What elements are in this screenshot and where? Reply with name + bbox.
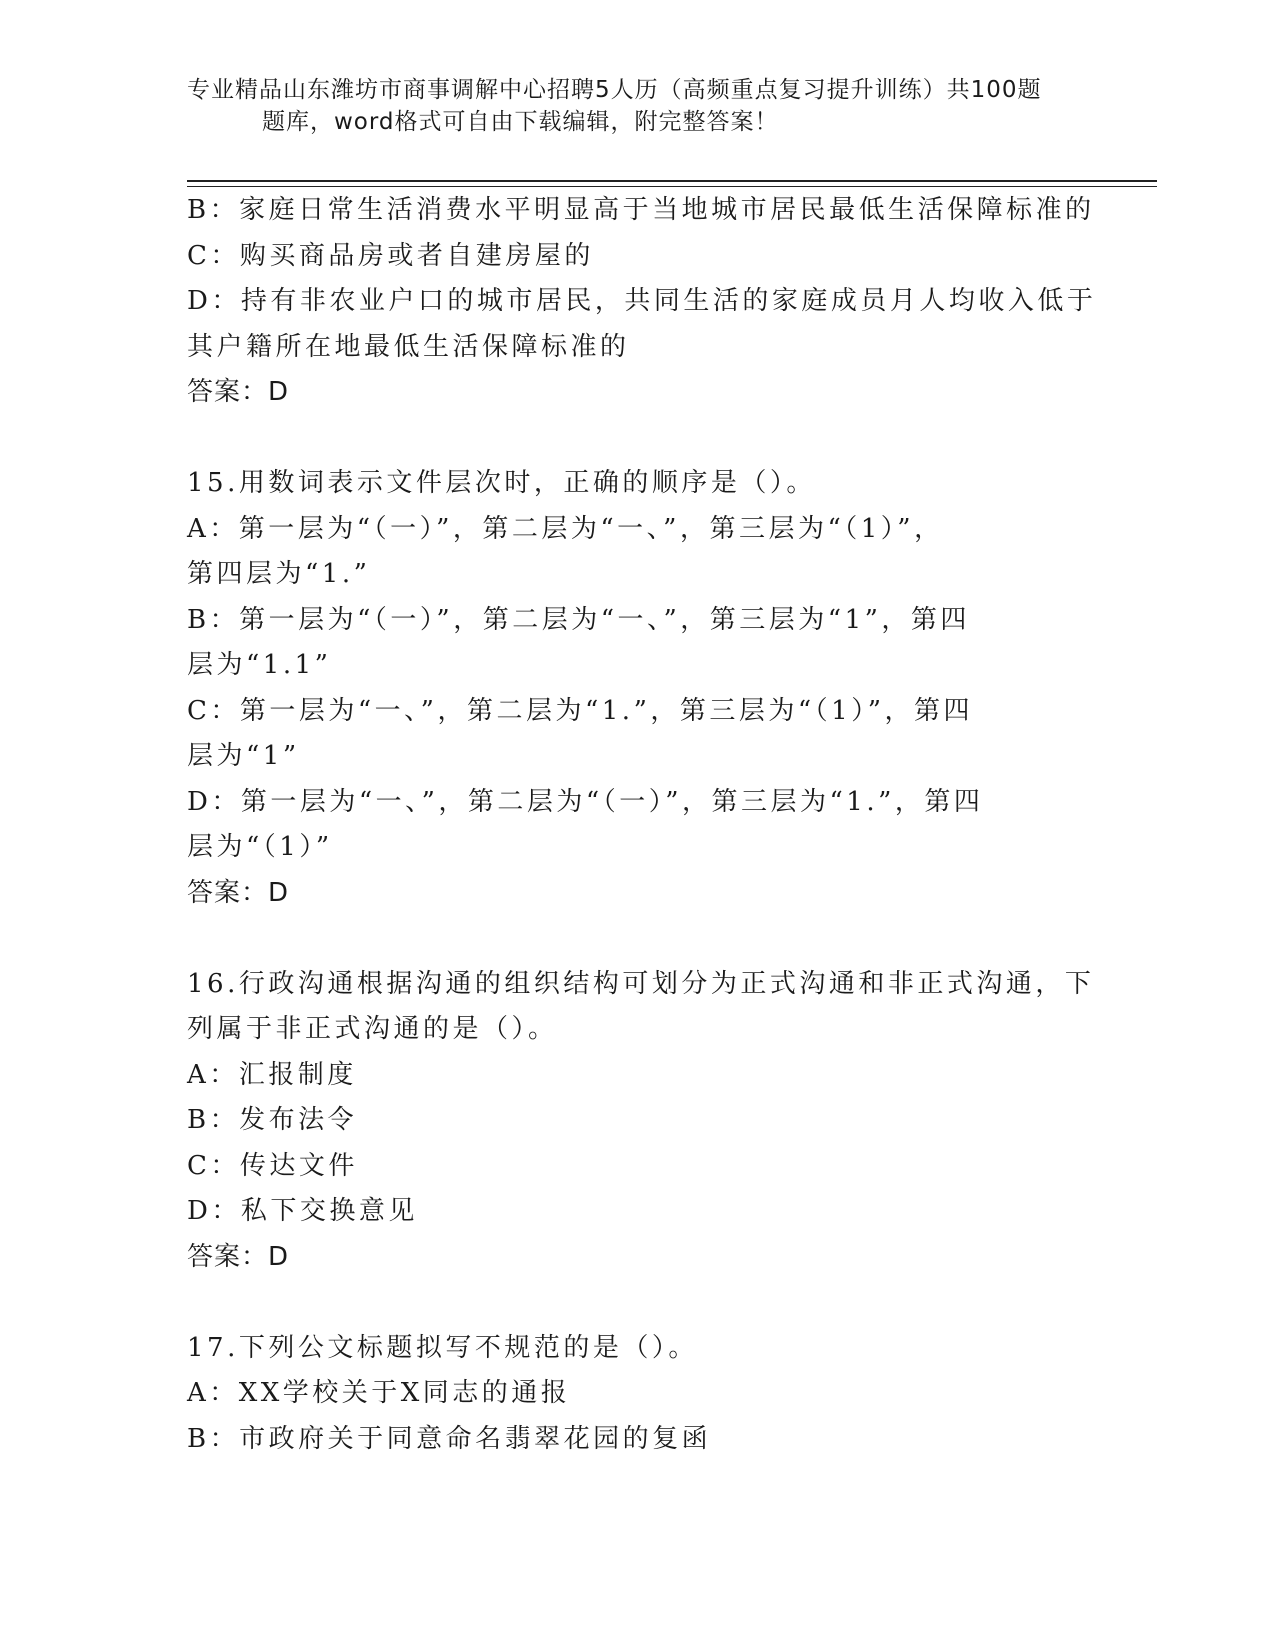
option-c-line2: 层为“1” <box>187 741 300 771</box>
document-header <box>187 74 1087 138</box>
option-b: B：发布法令 <box>187 1105 358 1135</box>
option-b-line2: 层为“1.1” <box>187 650 332 680</box>
header-divider-thick <box>187 180 1157 182</box>
option-a-line1: A：第一层为“（一）”，第二层为“一、”，第三层为“（1）”， <box>187 513 944 544</box>
header-title-line1: 专业精品山东潍坊市商事调解中心招聘5人历（高频重点复习提升训练）共100题 <box>187 77 1042 103</box>
option-c-line1: C：第一层为“一、”，第二层为“1.”，第三层为“（1）”，第四 <box>187 695 973 726</box>
question-stem: 15.用数词表示文件层次时，正确的顺序是（）。 <box>187 468 816 498</box>
option-d-line1: D：第一层为“一、”，第二层为“（一）”，第三层为“1.”，第四 <box>187 786 984 817</box>
previous-question-block <box>187 188 1097 416</box>
option-a: A：XX学校关于X同志的通报 <box>187 1378 571 1408</box>
question-stem-line1: 16.行政沟通根据沟通的组织结构可划分为正式沟通和非正式沟通，下 <box>187 968 1095 999</box>
option-c: C：购买商品房或者自建房屋的 <box>187 240 594 271</box>
option-c: C：传达文件 <box>187 1150 358 1181</box>
option-b: B：家庭日常生活消费水平明显高于当地城市居民最低生活保障标准的 <box>187 195 1095 225</box>
question-15-block <box>187 461 1087 916</box>
option-d: D：私下交换意见 <box>187 1196 418 1226</box>
spacer <box>187 1280 1087 1326</box>
header-title-line2: 题库，word格式可自由下载编辑，附完整答案！ <box>262 109 779 135</box>
spacer <box>187 416 1087 462</box>
question-content <box>187 188 1097 1462</box>
question-stem-line2: 列属于非正式沟通的是（）。 <box>187 1014 558 1044</box>
header-divider-thin <box>187 186 1157 187</box>
question-16-block <box>187 962 1095 1281</box>
option-d-line2: 其户籍所在地最低生活保障标准的 <box>187 331 630 362</box>
question-stem: 17.下列公文标题拟写不规范的是（）。 <box>187 1332 698 1363</box>
option-a-line2: 第四层为“1.” <box>187 559 371 589</box>
option-d-line1: D：持有非农业户口的城市居民，共同生活的家庭成员月人均收入低于 <box>187 286 1097 316</box>
answer: 答案：D <box>187 1241 290 1272</box>
question-17-block <box>187 1326 1087 1463</box>
option-b-line1: B：第一层为“（一）”，第二层为“一、”，第三层为“1”，第四 <box>187 604 970 635</box>
option-d-line2: 层为“（1）” <box>187 832 333 862</box>
answer: 答案：D <box>187 877 290 908</box>
answer: 答案：D <box>187 377 290 407</box>
option-a: A：汇报制度 <box>187 1059 357 1090</box>
option-b: B：市政府关于同意命名翡翠花园的复函 <box>187 1423 712 1454</box>
spacer <box>187 916 1087 962</box>
